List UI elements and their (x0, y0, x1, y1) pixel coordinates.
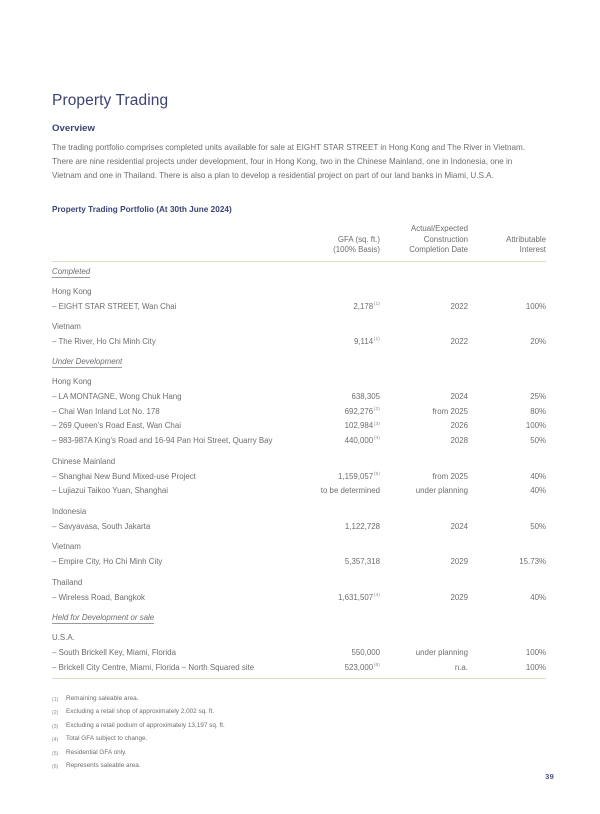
table-cell-attributable-interest: 80% (530, 406, 546, 416)
footnote-marker: (4) (373, 436, 380, 442)
footnote-item-text: Excluding a retail podium of approximately 13,197 sq. ft. (66, 721, 225, 729)
footnote-item-marker: (2) (52, 710, 59, 717)
table-cell-project-name: – 269 Queen’s Road East, Wan Chai (52, 421, 181, 431)
table-row (52, 518, 546, 533)
table-cell-completion-date: under planning (415, 486, 468, 496)
table-cell-project-name: – Empire City, Ho Chi Minh City (52, 557, 163, 567)
footnote-item-text: Total GFA subject to change. (66, 735, 148, 743)
footnote-item-text: Residential GFA only. (66, 748, 127, 756)
table-row (52, 468, 546, 483)
table-cell-gfa: 9,114$^{(1)}$ (353, 337, 380, 347)
footnote-marker: (2) (373, 407, 380, 413)
table-cell-completion-date: under planning (415, 648, 468, 658)
table-region-row (52, 313, 546, 334)
table-region-row (52, 447, 546, 468)
table-cell-attributable-interest: 50% (530, 521, 546, 531)
table-cell-gfa: 440,000$^{(4)}$ (344, 436, 380, 446)
table-cell-attributable-interest: 100% (525, 421, 546, 431)
table-cell-attributable-interest: 100% (525, 301, 546, 311)
table-region-row (52, 497, 546, 518)
table-cell-completion-date: 2028 (450, 436, 468, 446)
column-header-gfa (298, 224, 380, 259)
table-row (52, 433, 546, 448)
table-cell-project-name: – Wireless Road, Bangkok (52, 592, 145, 602)
table-cell-gfa: 523,000$^{(6)}$ (344, 662, 380, 672)
footnote-marker: (5) (373, 471, 380, 477)
table-row (52, 389, 546, 404)
page-title: Property Trading (52, 92, 169, 109)
table-cell-attributable-interest: 50% (530, 436, 546, 446)
table-cell-attributable-interest: 100% (525, 662, 546, 672)
table-row (52, 298, 546, 313)
table-cell-gfa: 550,000 (351, 648, 380, 658)
table-section-heading (52, 604, 546, 626)
table-cell-completion-date: 2029 (450, 557, 468, 567)
column-header-date-line1: Actual/Expected (410, 224, 468, 234)
table-cell-project-name: – The River, Ho Chi Minh City (52, 337, 156, 347)
table-row (52, 554, 546, 569)
column-header-gfa-line1: GFA (sq. ft.) (337, 234, 380, 244)
table-cell-project-name: – Lujiazui Taikoo Yuan, Shanghai (52, 486, 168, 496)
table-region-row (52, 280, 546, 299)
table-cell-gfa: 692,276$^{(2)}$ (344, 406, 380, 416)
footnote-item (52, 733, 432, 747)
footnote-item-text: Represents saleable area. (66, 762, 141, 770)
footnote-item (52, 720, 432, 734)
column-header-date-line3: Completion Date (409, 245, 468, 255)
footnote-item (52, 747, 432, 761)
table-row (52, 483, 546, 498)
column-header-interest-line1: Attributable (506, 234, 546, 244)
footnote-marker: (6) (373, 663, 380, 669)
page-number: 39 (545, 772, 554, 781)
portfolio-table-title: Property Trading Portfolio (At 30th June 2024) (52, 205, 232, 215)
table-cell-gfa: 2,178$^{(1)}$ (353, 301, 380, 311)
table-cell-attributable-interest: 25% (530, 392, 546, 402)
column-header-gfa-line2: (100% Basis) (333, 245, 380, 255)
table-cell-completion-date: 2022 (450, 337, 468, 347)
footnote-marker: (4) (373, 593, 380, 599)
column-header-completion-date (380, 224, 468, 259)
table-region-row (52, 569, 546, 590)
column-header-attributable-interest (468, 224, 546, 259)
table-section-heading (52, 261, 546, 280)
column-header-interest-line2: Interest (519, 245, 546, 255)
table-cell-attributable-interest: 15.73% (519, 557, 546, 567)
property-trading-portfolio-table (52, 224, 546, 678)
table-region-row (52, 370, 546, 389)
table-section-heading-label: Completed (52, 267, 90, 278)
table-section-heading-row (52, 604, 546, 626)
table-cell-completion-date: 2024 (450, 521, 468, 531)
table-cell-project-name: – 983-987A King’s Road and 16-94 Pan Hoi Street, Quarry Bay (52, 436, 273, 446)
footnote-item-marker: (3) (52, 723, 59, 730)
footnote-item (52, 760, 432, 774)
table-region-row (52, 533, 546, 554)
table-section-heading-label: Held for Development or sale (52, 613, 154, 624)
table-row (52, 659, 546, 678)
table-cell-gfa: to be determined (320, 486, 380, 496)
overview-heading: Overview (52, 123, 96, 135)
table-region-label: Hong Kong (52, 286, 92, 296)
table-section-heading (52, 348, 546, 370)
table-region-label: Indonesia (52, 506, 87, 516)
footnote-marker: (1) (373, 337, 380, 343)
footnote-item-text: Excluding a retail shop of approximately 2,002 sq. ft. (66, 708, 215, 716)
table-bottom-rule (52, 678, 546, 679)
footnote-item (52, 706, 432, 720)
footnote-item-text: Remaining saleable area. (66, 694, 139, 702)
footnote-item (52, 693, 432, 707)
table-cell-attributable-interest: 20% (530, 337, 546, 347)
table-cell-gfa: 102,984$^{(3)}$ (344, 421, 380, 431)
table-cell-completion-date: n.a. (454, 662, 468, 672)
table-cell-completion-date: 2024 (450, 392, 468, 402)
footnote-item-marker: (1) (52, 696, 59, 703)
column-header-date-line2: Construction (423, 234, 468, 244)
table-row (52, 334, 546, 349)
table-cell-project-name: – Shanghai New Bund Mixed-use Project (52, 471, 196, 481)
table-cell-project-name: – LA MONTAGNE, Wong Chuk Hang (52, 392, 182, 402)
table-section-heading-row (52, 348, 546, 370)
table-body (52, 261, 546, 678)
table-cell-project-name: – Brickell City Centre, Miami, Florida – North Squared site (52, 662, 255, 672)
table-cell-project-name: – Chai Wan Inland Lot No. 178 (52, 406, 160, 416)
footnote-item-marker: (4) (52, 737, 59, 744)
table-row (52, 645, 546, 660)
table-cell-project-name: – Savyavasa, South Jakarta (52, 521, 151, 531)
page-content (52, 92, 546, 774)
table-cell-gfa: 1,159,057$^{(5)}$ (338, 471, 380, 481)
table-row (52, 418, 546, 433)
table-cell-attributable-interest: 40% (530, 471, 546, 481)
table-cell-attributable-interest: 40% (530, 486, 546, 496)
table-footer-rule (52, 678, 546, 679)
table-row (52, 590, 546, 605)
table-region-label: Vietnam (52, 542, 81, 552)
table-row (52, 403, 546, 418)
table-region-row (52, 626, 546, 645)
table-header (52, 224, 546, 261)
table-cell-gfa: 638,305 (351, 392, 380, 402)
footnotes-list (52, 693, 432, 774)
footnote-item-marker: (5) (52, 750, 59, 757)
table-cell-gfa: 1,122,728 (344, 521, 380, 531)
table-cell-completion-date: 2026 (450, 421, 468, 431)
table-cell-project-name: – South Brickell Key, Miami, Florida (52, 648, 176, 658)
table-region-label: U.S.A. (52, 633, 75, 643)
table-region-label: Thailand (52, 578, 83, 588)
table-cell-attributable-interest: 40% (530, 592, 546, 602)
table-cell-completion-date: 2029 (450, 592, 468, 602)
table-section-heading-label: Under Development (52, 357, 122, 368)
table-region-label: Hong Kong (52, 377, 92, 387)
column-header-name (52, 224, 298, 259)
table-cell-attributable-interest: 100% (525, 648, 546, 658)
table-cell-completion-date: from 2025 (432, 406, 468, 416)
table-section-heading-row (52, 261, 546, 280)
footnote-item-marker: (6) (52, 764, 59, 771)
table-cell-project-name: – EIGHT STAR STREET, Wan Chai (52, 301, 177, 311)
footnote-marker: (3) (373, 421, 380, 427)
table-cell-gfa: 1,631,507$^{(4)}$ (338, 592, 380, 602)
overview-paragraph: The trading portfolio comprises completed units available for sale at EIGHT STAR STREET in Hong Kong and The River in Vietnam. There are nine residential projects under development, four in Hong Kong, two in the Chinese Mainland, one in Indonesia, one in Vietnam and one in Thailand. There is also a plan to develop a residential project on part of our land banks in Miami, U.S.A. (52, 143, 525, 181)
table-cell-completion-date: from 2025 (432, 471, 468, 481)
table-region-label: Vietnam (52, 322, 81, 332)
table-region-label: Chinese Mainland (52, 456, 116, 466)
footnote-marker: (1) (373, 301, 380, 307)
table-cell-gfa: 5,357,318 (344, 557, 380, 567)
table-cell-completion-date: 2022 (450, 301, 468, 311)
